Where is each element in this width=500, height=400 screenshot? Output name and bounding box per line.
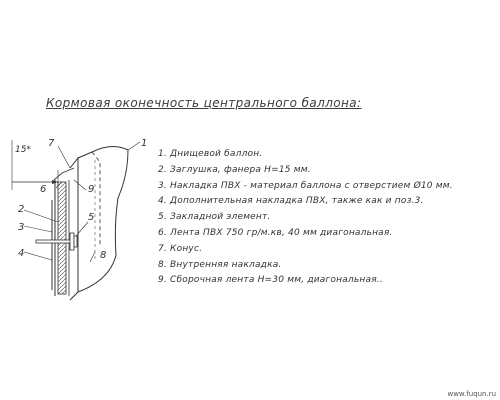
legend-item: 1. Днищевой баллон. (158, 149, 263, 159)
legend-item: 6. Лента ПВХ 750 гр/м.кв, 40 мм диагональная. (158, 227, 393, 238)
legend-item: 5. Закладной элемент. (158, 212, 271, 223)
callout-9: 9 (88, 184, 95, 195)
callout-1: 1 (141, 138, 148, 149)
dimension-label: 15* (15, 145, 31, 155)
callout-3: 3 (18, 222, 25, 233)
callout-2: 2 (18, 204, 25, 215)
legend-item: 9. Сборочная лента H=30 мм, диагональная.. (158, 275, 383, 286)
embedded-nut (70, 233, 74, 250)
tape-6 (54, 168, 74, 180)
legend-item: 3. Накладка ПВХ - материал баллона с отверстием Ø10 мм. (158, 180, 453, 191)
inner-dashed-line (92, 152, 100, 245)
legend-item: 2. Заглушка, фанера H=15 мм. (158, 164, 311, 175)
callout-6: 6 (40, 184, 47, 195)
legend-item: 8. Внутренняя накладка. (158, 259, 282, 270)
embedded-washer (74, 236, 77, 247)
callout-4: 4 (18, 248, 25, 259)
diagram-title: Кормовая оконечность центрального баллона: (46, 96, 362, 110)
callout-5: 5 (88, 212, 95, 223)
callout-8: 8 (100, 250, 107, 261)
legend-item: 7. Конус. (158, 243, 203, 254)
balloon-outline (78, 146, 128, 292)
cone-outline (70, 158, 78, 300)
legend-item: 4. Дополнительная накладка ПВХ, также как и поз.3. (158, 196, 424, 207)
callout-7: 7 (48, 138, 55, 149)
watermark: www.fuqun.ru (447, 390, 496, 398)
legend-list (158, 147, 453, 289)
plywood-plug (58, 182, 66, 294)
